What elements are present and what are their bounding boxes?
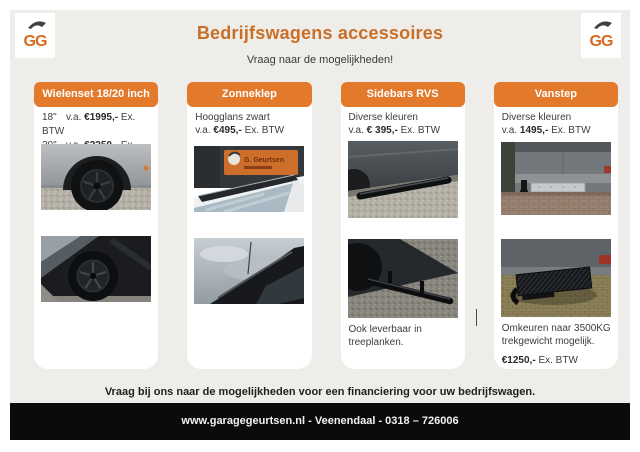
card-sidebars [341, 82, 465, 369]
photo-sidebar-van-side [348, 141, 458, 218]
card-wielenset [34, 82, 158, 369]
page-title: Bedrijfswagens accessoires [196, 23, 444, 43]
photo-visor-grey-sky [194, 238, 304, 304]
card-description: Diverse kleuren v.a. 1495,- Ex. BTW [501, 112, 591, 136]
photo-black-grid-step [501, 239, 611, 317]
photo-wheel-silver-van [41, 144, 151, 210]
photo-wheel-black-van [41, 236, 151, 302]
logo-text: GG [589, 33, 613, 50]
card-header-vanstep: Vanstep [494, 82, 618, 107]
card-description: Hoogglans zwart v.a. €495,- Ex. BTW [195, 112, 285, 136]
financing-note: Vraag bij ons naar de mogelijkheden voor een financiering voor uw bedrijfswagen. [104, 386, 536, 398]
content-panel [10, 10, 630, 440]
product-columns [34, 82, 618, 369]
card-header-wielenset: Wielenset 18/20 inch [34, 82, 158, 107]
photo-sidebar-gravel [348, 239, 458, 318]
card-header-zonneklep: Zonneklep [187, 82, 311, 107]
card-vanstep [494, 82, 618, 369]
card-zonneklep [187, 82, 311, 369]
photo-rear-step-tow-hitch [501, 142, 611, 215]
price-row-18inch: 18" v.a. €1995,- Ex. BTW [42, 112, 136, 137]
garage-sign-text: G. Geurtsen [244, 157, 285, 164]
logo-text: GG [23, 33, 47, 50]
stray-cursor-mark [476, 309, 477, 326]
card-header-sidebars: Sidebars RVS [341, 82, 465, 107]
footer-bar [10, 403, 630, 440]
card-description: Diverse kleuren v.a. € 395,- Ex. BTW [348, 112, 441, 136]
footer-contact: www.garagegeurtsen.nl - Veenendaal - 0318 – 726006 [181, 415, 459, 427]
photo-visor-white-van [194, 146, 304, 212]
card-extra-price: €1250,- Ex. BTW [501, 355, 578, 366]
card-note: Ook leverbaar in treeplanken. [348, 324, 422, 348]
page-subtitle: Vraag naar de mogelijkheden! [246, 54, 394, 66]
card-note: Omkeuren naar 3500KG trekgewicht mogelijk. [501, 323, 611, 347]
